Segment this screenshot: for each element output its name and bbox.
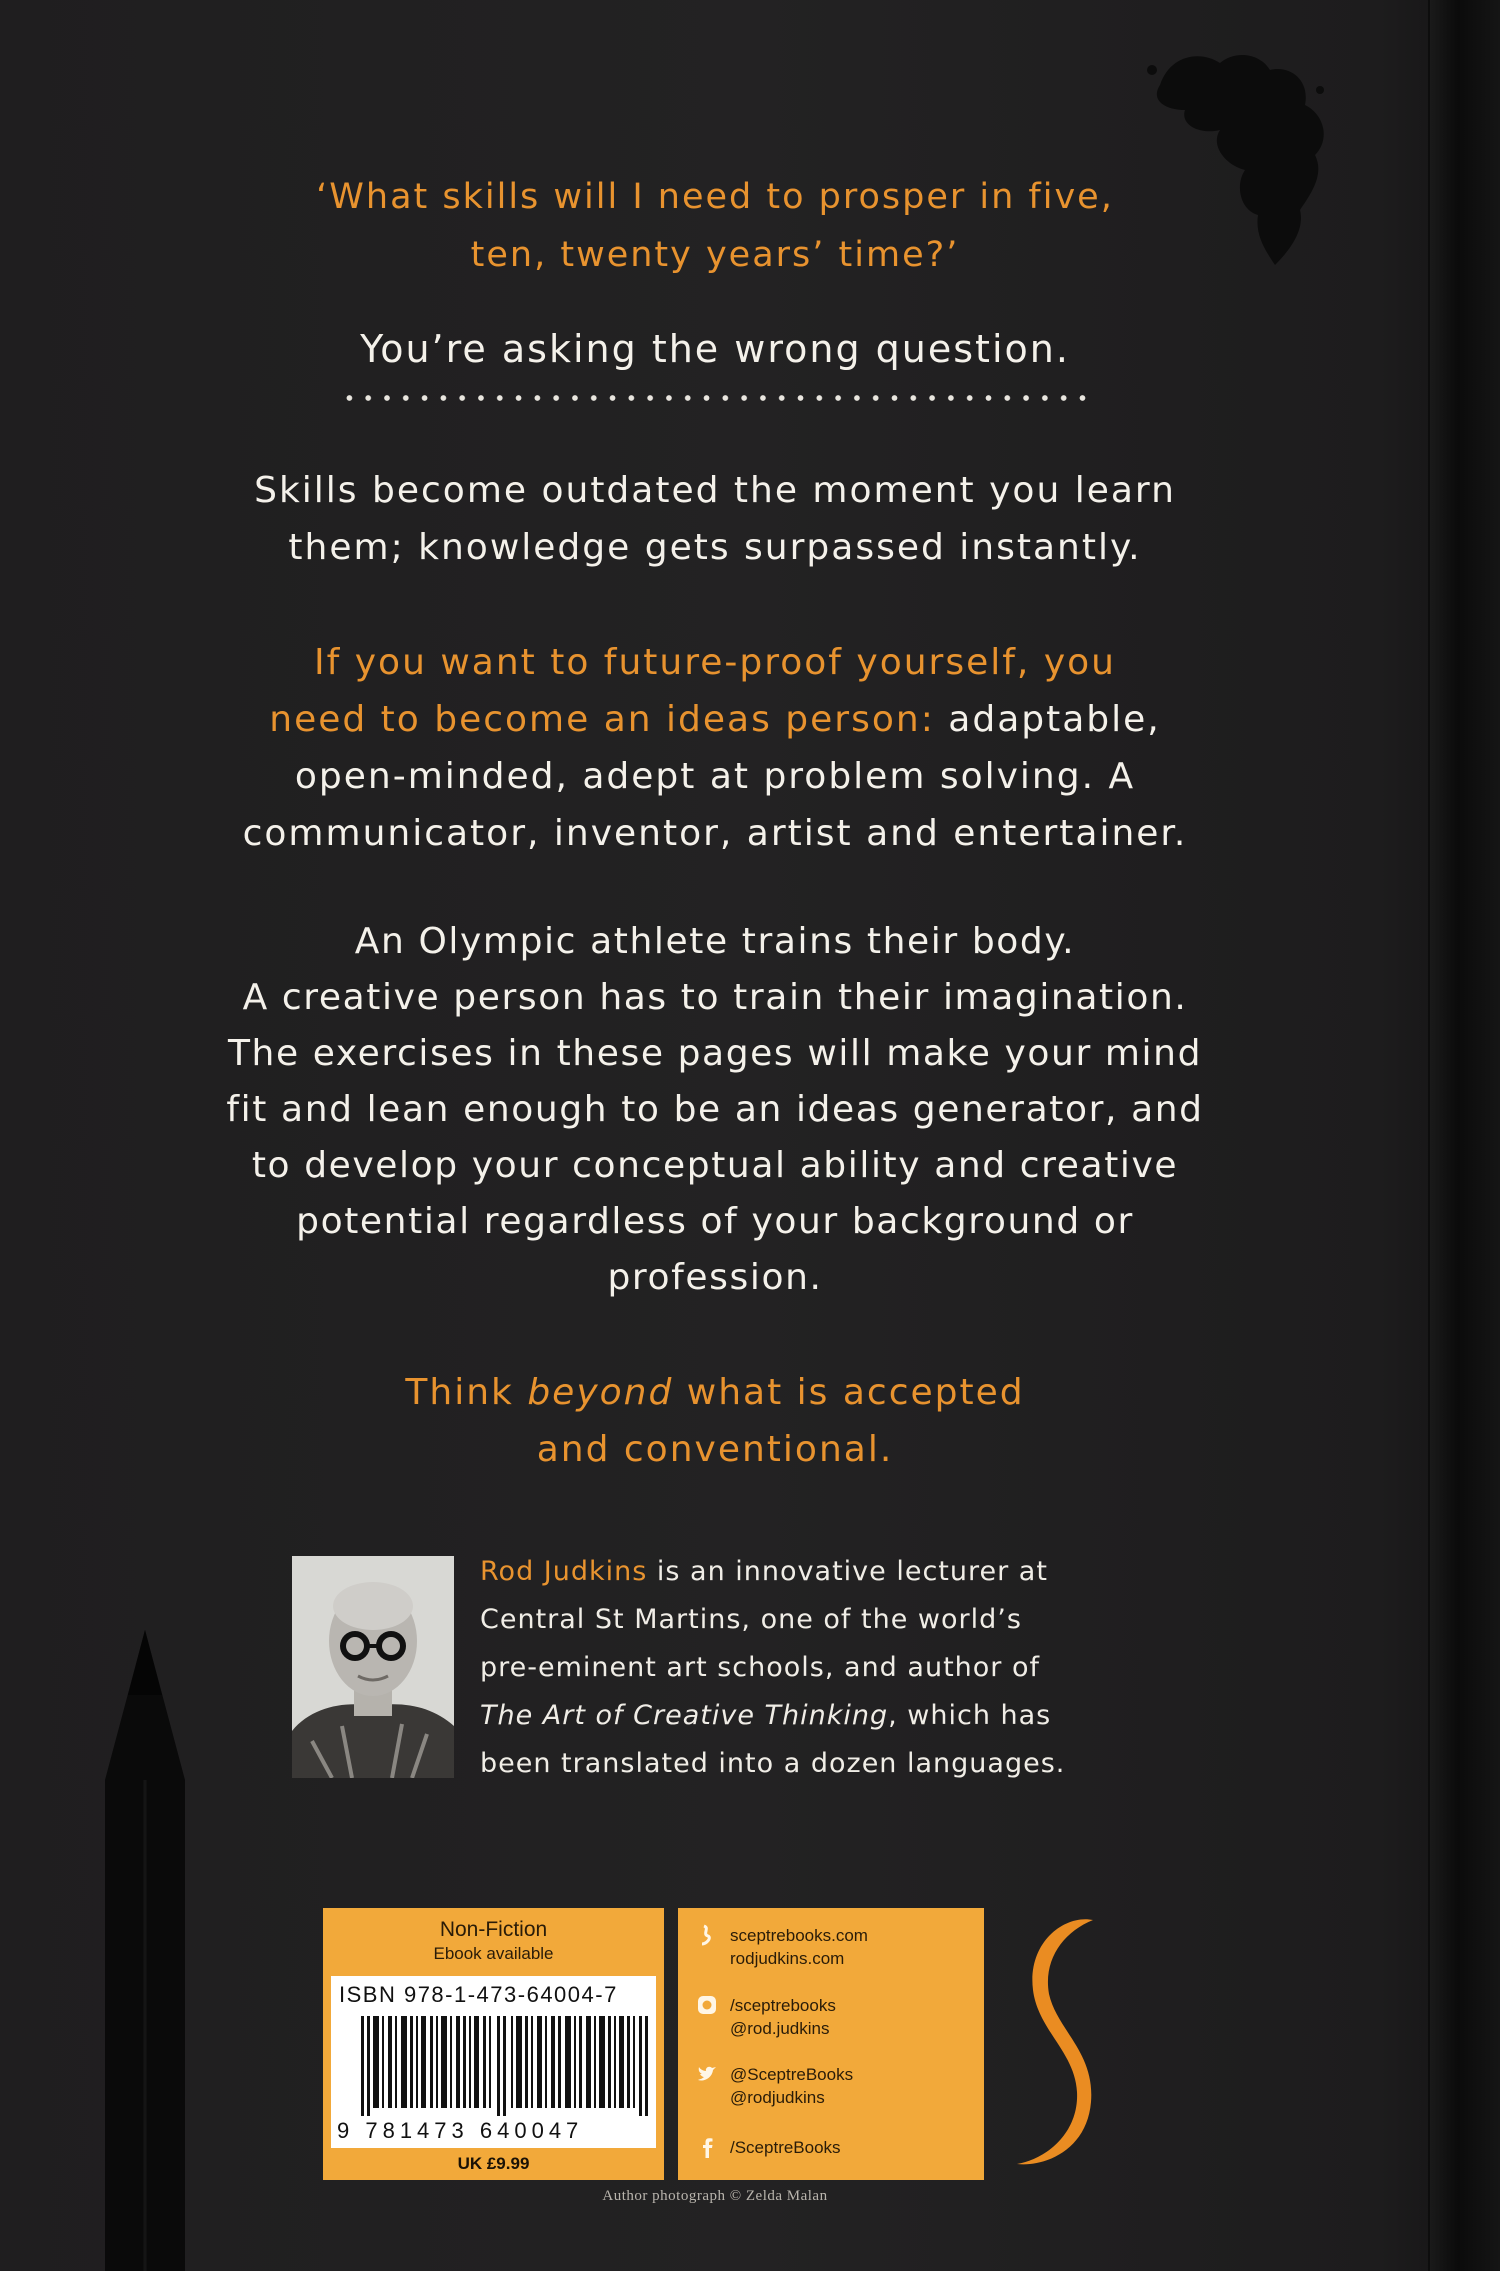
instagram-icon (696, 1994, 718, 2016)
ebook-label: Ebook available (433, 1944, 554, 1963)
bio-line-1: is an innovative lecturer at (647, 1556, 1048, 1587)
author-name: Rod Judkins (480, 1556, 648, 1587)
paragraph-olympic-line-1: An Olympic athlete trains their body. (354, 921, 1076, 962)
twitter-icon (696, 2063, 718, 2085)
category-label: Non-Fiction (439, 1918, 548, 1941)
bio-line-2: Central St Martins, one of the world’s (480, 1604, 1022, 1635)
instagram-row (696, 1994, 836, 2040)
instagram-link-1[interactable]: /sceptrebooks (730, 1996, 836, 2015)
sceptre-s-logo-icon (1005, 1912, 1105, 2174)
dotted-divider (340, 392, 1092, 404)
think-beyond-em: beyond (527, 1372, 674, 1413)
paragraph-future-proof-line-2-highlight: need to become an ideas person: (269, 699, 935, 740)
photo-credit: Author photograph © Zelda Malan (602, 2188, 828, 2204)
paragraph-future-proof-line-3: open-minded, adept at problem solving. A (294, 756, 1136, 797)
paragraph-olympic-line-5: to develop your conceptual ability and creative (251, 1145, 1179, 1186)
headline-quote-line-1: ‘What skills will I need to prosper in five, (316, 177, 1114, 217)
barcode-box (331, 1976, 656, 2148)
isbn-text: ISBN 978-1-473-64004-7 (339, 1982, 618, 2007)
paragraph-skills-line-2: them; knowledge gets surpassed instantly. (288, 527, 1142, 568)
paragraph-olympic-line-3: The exercises in these pages will make your mind (227, 1033, 1203, 1074)
paragraph-future-proof (0, 634, 1430, 862)
barcode-icon (361, 2016, 651, 2116)
paragraph-olympic (0, 914, 1430, 1306)
paragraph-future-proof-line-1: If you want to future-proof yourself, you (314, 642, 1116, 683)
websites-row (696, 1924, 868, 1970)
headline-quote-line-2: ten, twenty years’ time?’ (470, 235, 960, 275)
paragraph-olympic-line-4: fit and lean enough to be an ideas generator, and (226, 1089, 1204, 1130)
bio-line-3: pre-eminent art schools, and author of (480, 1652, 1040, 1683)
author-bio (480, 1548, 1180, 1788)
author-portrait-icon (292, 1556, 454, 1778)
paragraph-think-beyond (0, 1364, 1430, 1478)
author-photo (292, 1556, 454, 1778)
barcode-panel (323, 1908, 664, 2180)
bio-book-title: The Art of Creative Thinking (480, 1700, 889, 1731)
headline-quote (0, 168, 1430, 284)
twitter-link-2[interactable]: @rodjudkins (730, 2088, 825, 2107)
paragraph-future-proof-line-4: communicator, inventor, artist and entertainer. (242, 813, 1188, 854)
facebook-row (696, 2136, 841, 2159)
think-beyond-line-2: and conventional. (536, 1429, 894, 1470)
answer-heading: You’re asking the wrong question. (360, 327, 1070, 371)
paragraph-future-proof-line-2-rest: adaptable, (934, 699, 1161, 740)
facebook-icon (696, 2136, 718, 2158)
website-link-2[interactable]: rodjudkins.com (730, 1949, 845, 1968)
web-icon (696, 1924, 718, 1946)
barcode-digits: 9 781473 640047 (337, 2118, 584, 2143)
paragraph-olympic-line-7: profession. (607, 1257, 823, 1298)
instagram-link-2[interactable]: @rod.judkins (730, 2019, 830, 2038)
think-beyond-b: what is accepted (673, 1372, 1025, 1413)
bio-line-4: , which has (888, 1700, 1052, 1731)
pencil-icon (90, 1630, 200, 2271)
paragraph-olympic-line-2: A creative person has to train their imagination. (242, 977, 1188, 1018)
paragraph-skills-line-1: Skills become outdated the moment you learn (254, 470, 1176, 511)
website-link-1[interactable]: sceptrebooks.com (730, 1926, 868, 1945)
twitter-link-1[interactable]: @SceptreBooks (730, 2065, 854, 2084)
spine-shadow (1430, 0, 1500, 2271)
bio-line-5: been translated into a dozen languages. (480, 1748, 1066, 1779)
links-panel (678, 1908, 984, 2180)
paragraph-olympic-line-6: potential regardless of your background or (296, 1201, 1134, 1242)
facebook-link[interactable]: /SceptreBooks (730, 2138, 841, 2157)
twitter-row (696, 2063, 853, 2109)
price-label: UK £9.99 (457, 2154, 530, 2173)
paragraph-skills (0, 462, 1430, 576)
think-beyond-a: Think (405, 1372, 528, 1413)
